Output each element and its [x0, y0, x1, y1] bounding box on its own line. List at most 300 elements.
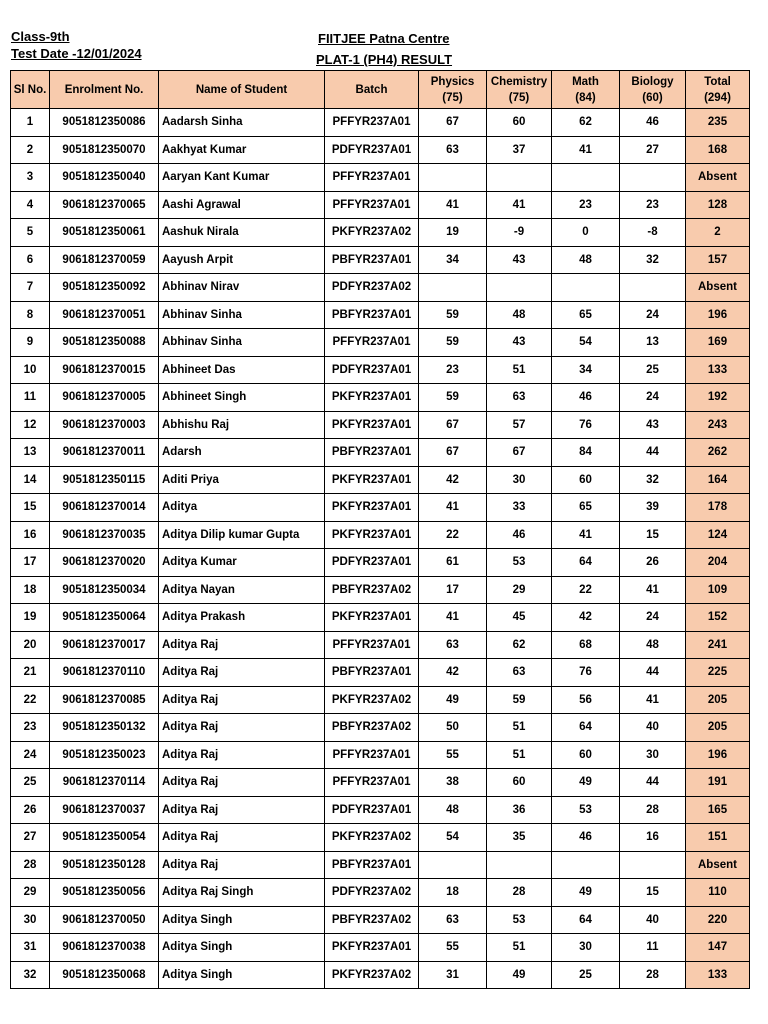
cell-name: Aditya: [159, 494, 325, 522]
cell-total: 191: [686, 769, 750, 797]
cell-biology: 23: [620, 191, 686, 219]
cell-total: 169: [686, 329, 750, 357]
cell-physics: 63: [419, 631, 487, 659]
cell-batch: PBFYR237A02: [325, 906, 419, 934]
cell-physics: 42: [419, 466, 487, 494]
cell-math: 60: [552, 741, 620, 769]
cell-sl: 2: [11, 136, 50, 164]
table-row: [11, 906, 750, 934]
cell-enrol: 9061812370110: [50, 659, 159, 687]
cell-chemistry: 30: [487, 466, 552, 494]
cell-batch: PKFYR237A01: [325, 466, 419, 494]
cell-physics: 55: [419, 934, 487, 962]
cell-biology: 28: [620, 796, 686, 824]
table-row: [11, 741, 750, 769]
cell-enrol: 9051812350023: [50, 741, 159, 769]
cell-total: 178: [686, 494, 750, 522]
cell-biology: -8: [620, 219, 686, 247]
cell-batch: PKFYR237A02: [325, 686, 419, 714]
cell-physics: 63: [419, 136, 487, 164]
cell-sl: 20: [11, 631, 50, 659]
cell-physics: 18: [419, 879, 487, 907]
cell-biology: 44: [620, 769, 686, 797]
cell-chemistry: 63: [487, 659, 552, 687]
cell-batch: PKFYR237A01: [325, 934, 419, 962]
cell-enrol: 9051812350128: [50, 851, 159, 879]
cell-enrol: 9061812370035: [50, 521, 159, 549]
cell-sl: 31: [11, 934, 50, 962]
cell-sl: 15: [11, 494, 50, 522]
cell-math: 64: [552, 549, 620, 577]
class-label: Class-9th: [11, 29, 70, 44]
cell-batch: PBFYR237A02: [325, 576, 419, 604]
cell-chemistry: 51: [487, 714, 552, 742]
cell-total: 128: [686, 191, 750, 219]
cell-chemistry: [487, 274, 552, 302]
cell-batch: PDFYR237A01: [325, 796, 419, 824]
table-row: [11, 631, 750, 659]
cell-name: Aaryan Kant Kumar: [159, 164, 325, 192]
table-header: [11, 71, 750, 109]
cell-physics: [419, 274, 487, 302]
cell-total: 220: [686, 906, 750, 934]
cell-chemistry: [487, 164, 552, 192]
cell-name: Aadarsh Sinha: [159, 109, 325, 137]
col-header-sl: [11, 71, 50, 109]
cell-biology: [620, 274, 686, 302]
cell-total: 243: [686, 411, 750, 439]
cell-chemistry: 43: [487, 246, 552, 274]
cell-enrol: 9051812350034: [50, 576, 159, 604]
cell-biology: 15: [620, 879, 686, 907]
cell-enrol: 9061812370014: [50, 494, 159, 522]
cell-name: Aashuk Nirala: [159, 219, 325, 247]
cell-total: 133: [686, 356, 750, 384]
table-row: [11, 769, 750, 797]
cell-batch: PKFYR237A01: [325, 604, 419, 632]
cell-batch: PKFYR237A02: [325, 824, 419, 852]
cell-sl: 30: [11, 906, 50, 934]
cell-sl: 19: [11, 604, 50, 632]
result-title: PLAT-1 (PH4) RESULT: [316, 52, 453, 67]
cell-physics: [419, 851, 487, 879]
cell-physics: 59: [419, 329, 487, 357]
cell-name: Aayush Arpit: [159, 246, 325, 274]
cell-chemistry: 51: [487, 934, 552, 962]
cell-total: 147: [686, 934, 750, 962]
cell-batch: PFFYR237A01: [325, 741, 419, 769]
cell-physics: 59: [419, 384, 487, 412]
table-row: [11, 576, 750, 604]
cell-math: 64: [552, 906, 620, 934]
cell-name: Aditya Prakash: [159, 604, 325, 632]
cell-biology: 25: [620, 356, 686, 384]
cell-sl: 25: [11, 769, 50, 797]
cell-sl: 24: [11, 741, 50, 769]
cell-physics: 17: [419, 576, 487, 604]
cell-sl: 22: [11, 686, 50, 714]
cell-enrol: 9051812350040: [50, 164, 159, 192]
table-row: [11, 301, 750, 329]
cell-name: Abhineet Das: [159, 356, 325, 384]
cell-name: Aditya Raj: [159, 686, 325, 714]
cell-name: Aditya Kumar: [159, 549, 325, 577]
cell-chemistry: 41: [487, 191, 552, 219]
cell-sl: 26: [11, 796, 50, 824]
cell-total: 235: [686, 109, 750, 137]
cell-name: Aditya Raj: [159, 714, 325, 742]
cell-math: 30: [552, 934, 620, 962]
cell-chemistry: 51: [487, 741, 552, 769]
cell-physics: 41: [419, 604, 487, 632]
cell-name: Aditya Raj: [159, 769, 325, 797]
cell-enrol: 9061812370051: [50, 301, 159, 329]
cell-total: 152: [686, 604, 750, 632]
cell-name: Aditya Raj: [159, 851, 325, 879]
cell-chemistry: 43: [487, 329, 552, 357]
cell-chemistry: 67: [487, 439, 552, 467]
cell-chemistry: 60: [487, 109, 552, 137]
cell-enrol: 9051812350092: [50, 274, 159, 302]
cell-enrol: 9061812370015: [50, 356, 159, 384]
cell-enrol: 9061812370065: [50, 191, 159, 219]
cell-total: 205: [686, 714, 750, 742]
cell-math: 54: [552, 329, 620, 357]
table-row: [11, 879, 750, 907]
cell-total: 241: [686, 631, 750, 659]
cell-name: Aditya Raj: [159, 824, 325, 852]
table-row: [11, 686, 750, 714]
col-header-enrol: [50, 71, 159, 109]
cell-chemistry: 63: [487, 384, 552, 412]
table-row: [11, 246, 750, 274]
cell-math: 41: [552, 521, 620, 549]
cell-physics: 67: [419, 439, 487, 467]
cell-chemistry: 59: [487, 686, 552, 714]
table-row: [11, 494, 750, 522]
cell-math: 48: [552, 246, 620, 274]
cell-batch: PKFYR237A01: [325, 521, 419, 549]
cell-total: 204: [686, 549, 750, 577]
cell-math: 49: [552, 879, 620, 907]
cell-biology: 15: [620, 521, 686, 549]
cell-chemistry: 29: [487, 576, 552, 604]
cell-physics: 50: [419, 714, 487, 742]
table-row: [11, 851, 750, 879]
cell-physics: 23: [419, 356, 487, 384]
col-header-physics: [419, 71, 487, 109]
cell-math: 34: [552, 356, 620, 384]
cell-chemistry: 62: [487, 631, 552, 659]
cell-sl: 16: [11, 521, 50, 549]
cell-total: Absent: [686, 851, 750, 879]
col-header-label: Total: [704, 75, 731, 88]
cell-sl: 32: [11, 961, 50, 989]
col-header-batch: [325, 71, 419, 109]
cell-enrol: 9051812350068: [50, 961, 159, 989]
cell-biology: 13: [620, 329, 686, 357]
cell-chemistry: 49: [487, 961, 552, 989]
cell-batch: PBFYR237A01: [325, 851, 419, 879]
col-header-max-marks: (75): [442, 91, 463, 104]
cell-biology: 41: [620, 686, 686, 714]
cell-biology: [620, 164, 686, 192]
col-header-name: [159, 71, 325, 109]
cell-enrol: 9061812370011: [50, 439, 159, 467]
cell-math: [552, 274, 620, 302]
cell-chemistry: 45: [487, 604, 552, 632]
cell-sl: 18: [11, 576, 50, 604]
cell-enrol: 9061812370037: [50, 796, 159, 824]
cell-biology: 27: [620, 136, 686, 164]
cell-chemistry: 36: [487, 796, 552, 824]
cell-biology: 40: [620, 906, 686, 934]
cell-math: 60: [552, 466, 620, 494]
cell-chemistry: 57: [487, 411, 552, 439]
cell-enrol: 9061812370085: [50, 686, 159, 714]
cell-physics: 59: [419, 301, 487, 329]
cell-sl: 28: [11, 851, 50, 879]
cell-name: Abhineet Singh: [159, 384, 325, 412]
col-header-label: Biology: [631, 75, 674, 88]
cell-physics: 22: [419, 521, 487, 549]
cell-math: 53: [552, 796, 620, 824]
cell-enrol: 9051812350054: [50, 824, 159, 852]
cell-batch: PFFYR237A01: [325, 164, 419, 192]
table-row: [11, 109, 750, 137]
table-row: [11, 164, 750, 192]
cell-math: 41: [552, 136, 620, 164]
cell-enrol: 9061812370050: [50, 906, 159, 934]
cell-physics: 54: [419, 824, 487, 852]
cell-chemistry: 48: [487, 301, 552, 329]
cell-total: 164: [686, 466, 750, 494]
cell-name: Abhishu Raj: [159, 411, 325, 439]
cell-batch: PFFYR237A01: [325, 329, 419, 357]
cell-chemistry: 33: [487, 494, 552, 522]
col-header-label: Enrolment No.: [64, 83, 144, 96]
cell-total: 196: [686, 301, 750, 329]
cell-sl: 7: [11, 274, 50, 302]
cell-math: 23: [552, 191, 620, 219]
cell-physics: 55: [419, 741, 487, 769]
cell-physics: 48: [419, 796, 487, 824]
table-row: [11, 714, 750, 742]
cell-math: 65: [552, 494, 620, 522]
table-row: [11, 439, 750, 467]
cell-physics: 49: [419, 686, 487, 714]
cell-name: Adarsh: [159, 439, 325, 467]
cell-sl: 13: [11, 439, 50, 467]
cell-name: Aditya Singh: [159, 906, 325, 934]
cell-sl: 3: [11, 164, 50, 192]
cell-total: 157: [686, 246, 750, 274]
table-row: [11, 411, 750, 439]
cell-total: 110: [686, 879, 750, 907]
cell-sl: 17: [11, 549, 50, 577]
cell-math: 46: [552, 384, 620, 412]
col-header-label: Batch: [355, 83, 388, 96]
cell-biology: 24: [620, 384, 686, 412]
cell-physics: 41: [419, 494, 487, 522]
cell-enrol: 9051812350064: [50, 604, 159, 632]
centre-name: FIITJEE Patna Centre: [318, 31, 450, 46]
cell-enrol: 9051812350086: [50, 109, 159, 137]
cell-biology: 32: [620, 246, 686, 274]
cell-math: 0: [552, 219, 620, 247]
result-table: [10, 70, 750, 989]
cell-total: 124: [686, 521, 750, 549]
cell-name: Aditi Priya: [159, 466, 325, 494]
cell-biology: [620, 851, 686, 879]
cell-math: 46: [552, 824, 620, 852]
cell-batch: PBFYR237A01: [325, 659, 419, 687]
cell-sl: 5: [11, 219, 50, 247]
cell-batch: PKFYR237A02: [325, 961, 419, 989]
cell-chemistry: 60: [487, 769, 552, 797]
table-row: [11, 219, 750, 247]
cell-batch: PDFYR237A02: [325, 879, 419, 907]
cell-biology: 43: [620, 411, 686, 439]
cell-biology: 24: [620, 301, 686, 329]
cell-batch: PFFYR237A01: [325, 631, 419, 659]
col-header-biology: [620, 71, 686, 109]
cell-math: 84: [552, 439, 620, 467]
cell-batch: PKFYR237A01: [325, 494, 419, 522]
cell-math: 65: [552, 301, 620, 329]
cell-chemistry: 37: [487, 136, 552, 164]
cell-biology: 16: [620, 824, 686, 852]
col-header-max-marks: (294): [704, 91, 731, 104]
cell-enrol: 9061812370059: [50, 246, 159, 274]
cell-math: 49: [552, 769, 620, 797]
cell-sl: 23: [11, 714, 50, 742]
cell-physics: 63: [419, 906, 487, 934]
cell-enrol: 9051812350115: [50, 466, 159, 494]
cell-batch: PKFYR237A02: [325, 219, 419, 247]
cell-biology: 26: [620, 549, 686, 577]
cell-physics: 34: [419, 246, 487, 274]
cell-math: [552, 164, 620, 192]
cell-total: Absent: [686, 274, 750, 302]
cell-math: 68: [552, 631, 620, 659]
table-row: [11, 604, 750, 632]
cell-total: 133: [686, 961, 750, 989]
cell-physics: 67: [419, 109, 487, 137]
cell-name: Aditya Raj: [159, 631, 325, 659]
cell-name: Aditya Raj: [159, 659, 325, 687]
table-row: [11, 274, 750, 302]
table-row: [11, 191, 750, 219]
header-row: [11, 71, 750, 109]
cell-math: 56: [552, 686, 620, 714]
cell-batch: PFFYR237A01: [325, 769, 419, 797]
cell-enrol: 9061812370114: [50, 769, 159, 797]
table-row: [11, 466, 750, 494]
cell-name: Aditya Singh: [159, 934, 325, 962]
cell-name: Aditya Nayan: [159, 576, 325, 604]
cell-physics: 19: [419, 219, 487, 247]
cell-total: 192: [686, 384, 750, 412]
cell-total: 2: [686, 219, 750, 247]
cell-name: Aakhyat Kumar: [159, 136, 325, 164]
cell-name: Aditya Singh: [159, 961, 325, 989]
cell-biology: 30: [620, 741, 686, 769]
cell-enrol: 9051812350056: [50, 879, 159, 907]
cell-biology: 28: [620, 961, 686, 989]
col-header-math: [552, 71, 620, 109]
cell-batch: PFFYR237A01: [325, 109, 419, 137]
table-row: [11, 961, 750, 989]
cell-math: 62: [552, 109, 620, 137]
cell-batch: PDFYR237A01: [325, 356, 419, 384]
cell-total: 165: [686, 796, 750, 824]
cell-biology: 44: [620, 439, 686, 467]
cell-sl: 14: [11, 466, 50, 494]
cell-biology: 24: [620, 604, 686, 632]
cell-total: 168: [686, 136, 750, 164]
cell-physics: 42: [419, 659, 487, 687]
table-row: [11, 549, 750, 577]
cell-enrol: 9051812350088: [50, 329, 159, 357]
cell-biology: 39: [620, 494, 686, 522]
col-header-label: Physics: [430, 75, 475, 88]
col-header-label: Sl No.: [13, 83, 47, 96]
cell-sl: 21: [11, 659, 50, 687]
cell-batch: PDFYR237A02: [325, 274, 419, 302]
col-header-total: [686, 71, 750, 109]
cell-chemistry: 53: [487, 906, 552, 934]
cell-enrol: 9061812370038: [50, 934, 159, 962]
cell-math: 76: [552, 659, 620, 687]
cell-enrol: 9061812370005: [50, 384, 159, 412]
cell-sl: 8: [11, 301, 50, 329]
cell-total: 109: [686, 576, 750, 604]
cell-enrol: 9061812370003: [50, 411, 159, 439]
cell-sl: 9: [11, 329, 50, 357]
cell-total: 196: [686, 741, 750, 769]
cell-batch: PDFYR237A01: [325, 549, 419, 577]
cell-batch: PDFYR237A01: [325, 136, 419, 164]
table-row: [11, 934, 750, 962]
cell-biology: 46: [620, 109, 686, 137]
cell-sl: 10: [11, 356, 50, 384]
col-header-label: Chemistry: [490, 75, 548, 88]
table-row: [11, 384, 750, 412]
cell-physics: 31: [419, 961, 487, 989]
cell-enrol: 9061812370020: [50, 549, 159, 577]
cell-physics: 67: [419, 411, 487, 439]
table-row: [11, 329, 750, 357]
cell-total: 151: [686, 824, 750, 852]
cell-math: 22: [552, 576, 620, 604]
table-row: [11, 824, 750, 852]
cell-name: Aditya Dilip kumar Gupta: [159, 521, 325, 549]
col-header-max-marks: (60): [642, 91, 663, 104]
cell-physics: [419, 164, 487, 192]
cell-enrol: 9051812350132: [50, 714, 159, 742]
cell-sl: 4: [11, 191, 50, 219]
cell-name: Aditya Raj Singh: [159, 879, 325, 907]
cell-name: Abhinav Sinha: [159, 329, 325, 357]
cell-biology: 32: [620, 466, 686, 494]
cell-name: Aditya Raj: [159, 796, 325, 824]
col-header-max-marks: (75): [508, 91, 530, 104]
cell-name: Abhinav Nirav: [159, 274, 325, 302]
cell-sl: 27: [11, 824, 50, 852]
cell-name: Aashi Agrawal: [159, 191, 325, 219]
cell-total: 225: [686, 659, 750, 687]
